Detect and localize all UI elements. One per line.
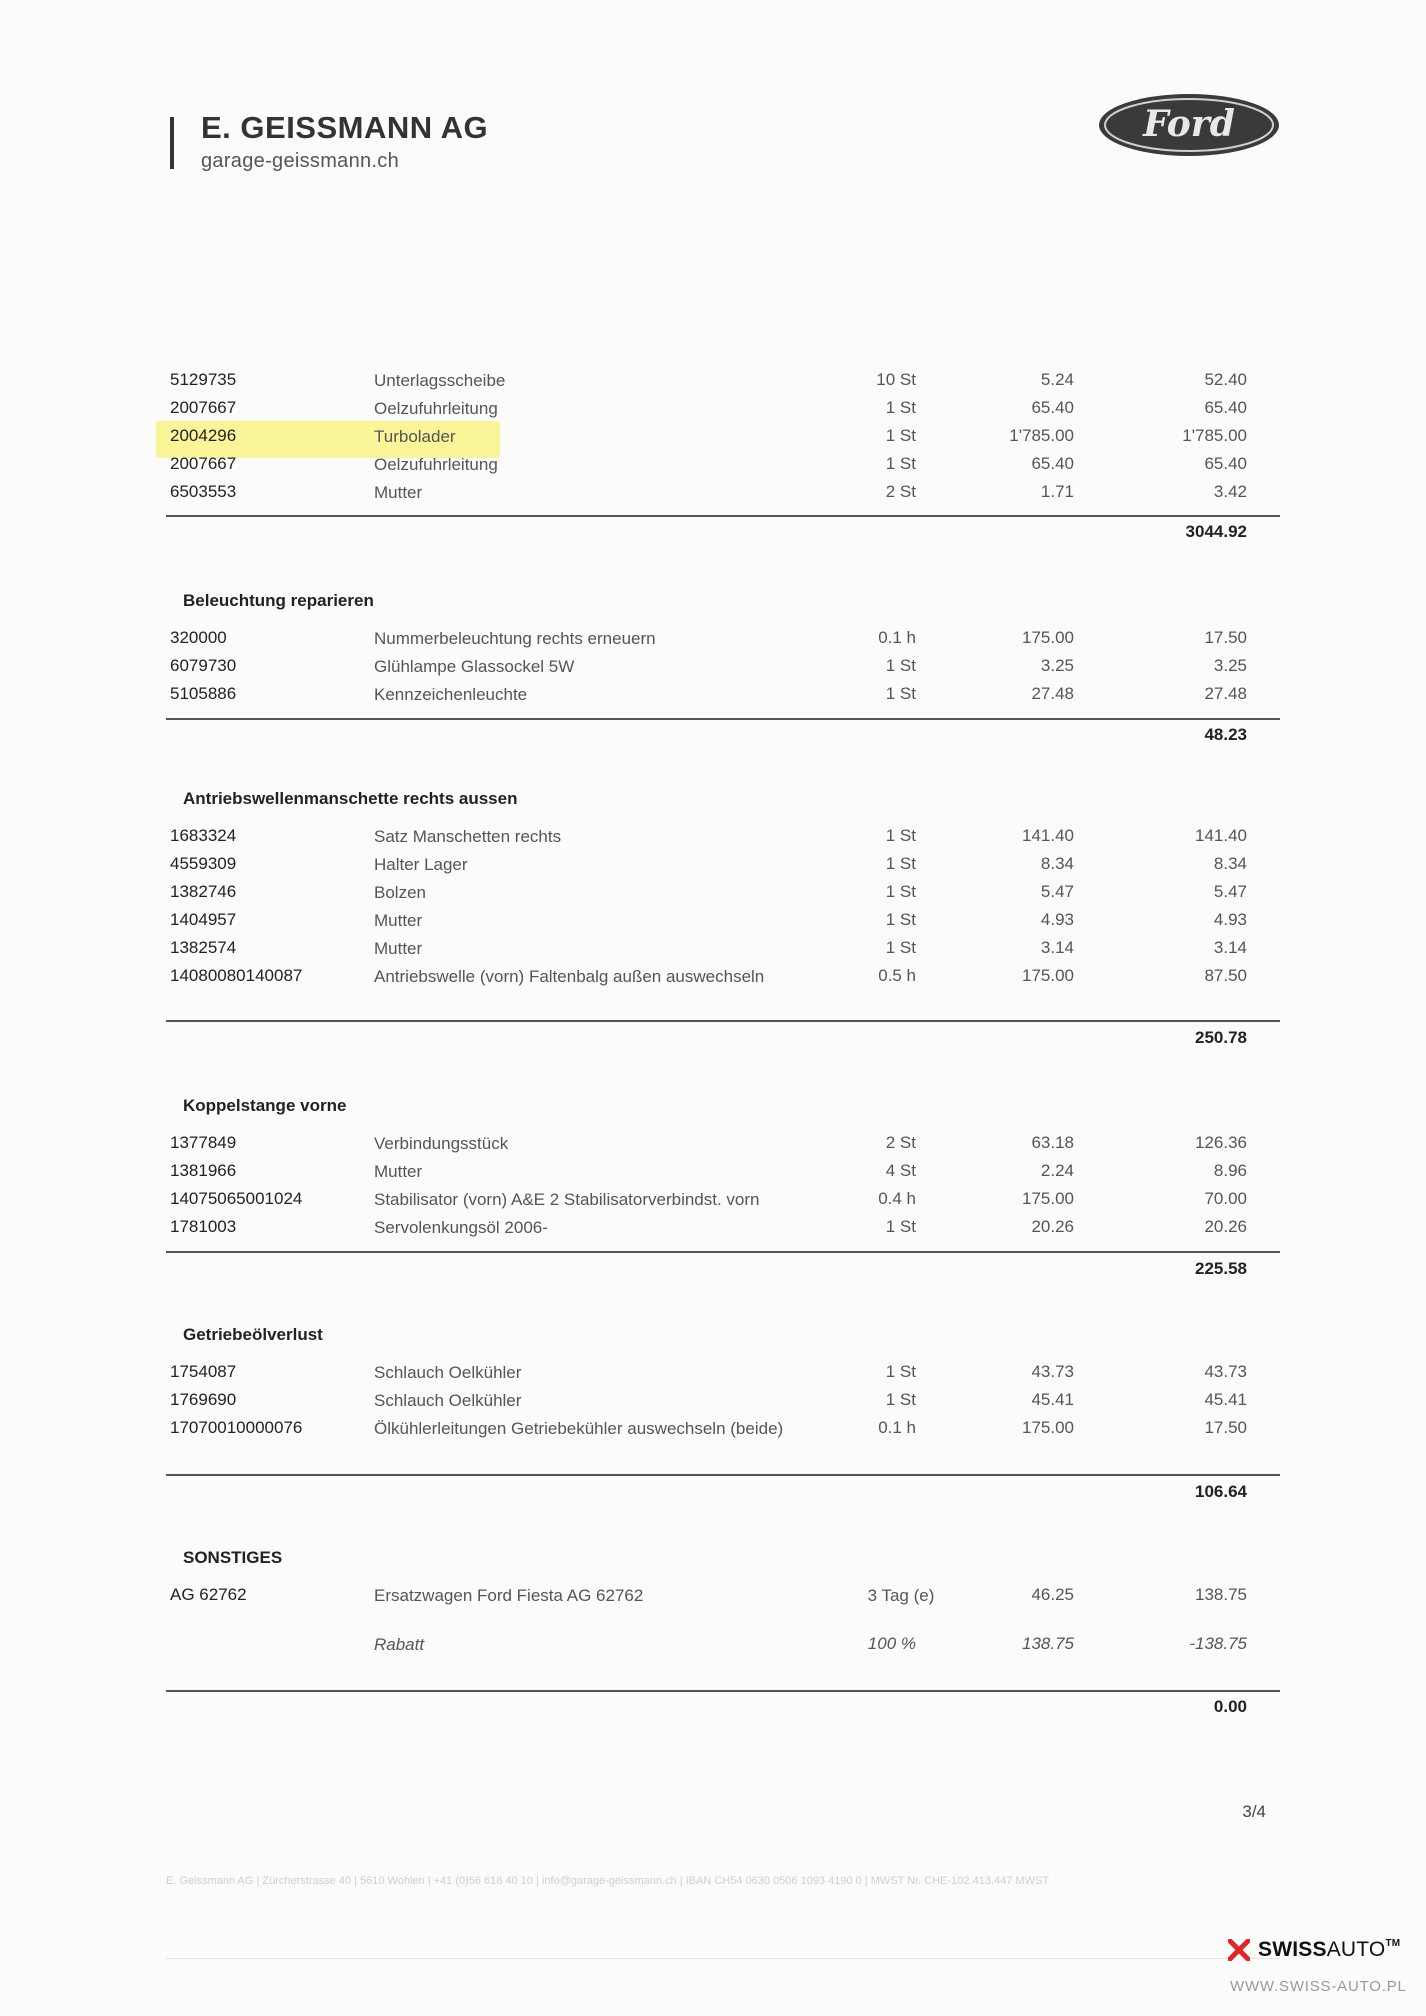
article-number: 1382574 [170, 938, 237, 957]
item-description: Verbindungsstück [374, 1134, 509, 1153]
item-description: Kennzeichenleuchte [374, 685, 528, 704]
item-description: Ölkühlerleitungen Getriebekühler auswechseln (beide) [374, 1419, 784, 1438]
article-number: 14080080140087 [170, 966, 303, 985]
item-quantity: 0.5 h [878, 966, 916, 985]
article-number: 1381966 [170, 1161, 237, 1180]
item-description: Oelzufuhrleitung [374, 399, 498, 418]
unit-price: 46.25 [1031, 1585, 1074, 1604]
line-total: 87.50 [1204, 966, 1247, 985]
section-title: Koppelstange vorne [183, 1096, 347, 1115]
table-row [0, 1362, 1426, 1390]
table-row [0, 938, 1426, 966]
article-number: AG 62762 [170, 1585, 247, 1604]
footer-divider [166, 1958, 1280, 1959]
item-quantity: 3 Tag (e) [867, 1586, 935, 1605]
article-number: 1769690 [170, 1390, 237, 1409]
company-website: garage-geissmann.ch [201, 150, 400, 172]
line-total: 4.93 [1213, 910, 1247, 929]
line-total: 3.14 [1213, 938, 1247, 957]
section-title: Beleuchtung reparieren [183, 591, 374, 610]
table-row [0, 1217, 1426, 1245]
unit-price: 3.25 [1040, 656, 1074, 675]
line-total: 52.40 [1204, 370, 1247, 389]
table-row [0, 1189, 1426, 1217]
section-title: Getriebeölverlust [183, 1325, 323, 1344]
unit-price: 175.00 [1022, 966, 1074, 985]
item-quantity: 1 St [885, 684, 916, 703]
swissauto-wordmark [1258, 1938, 1400, 1962]
article-number: 6079730 [170, 656, 237, 675]
section-divider [166, 1474, 1280, 1476]
article-number: 6503553 [170, 482, 237, 501]
table-row [0, 398, 1426, 426]
table-row [0, 1161, 1426, 1189]
table-row [0, 1634, 1426, 1662]
table-row [0, 854, 1426, 882]
item-quantity: 10 St [876, 370, 916, 389]
line-total: 8.34 [1213, 854, 1247, 873]
line-total: 3.42 [1213, 482, 1247, 501]
section-subtotal: 0.00 [1213, 1697, 1247, 1716]
item-description: Bolzen [374, 883, 426, 902]
table-row [0, 684, 1426, 712]
item-description: Mutter [374, 911, 423, 930]
swissauto-watermark [1228, 1938, 1400, 1962]
table-row [0, 454, 1426, 482]
article-number: 320000 [170, 628, 227, 647]
company-name: E. GEISSMANN AG [201, 110, 489, 145]
item-quantity: 2 St [885, 1133, 916, 1152]
section-divider [166, 1020, 1280, 1022]
article-number: 1404957 [170, 910, 237, 929]
table-row [0, 1585, 1426, 1613]
unit-price: 141.40 [1022, 826, 1074, 845]
item-quantity: 1 St [885, 426, 916, 445]
item-description: Ersatzwagen Ford Fiesta AG 62762 [374, 1586, 644, 1605]
line-total: 8.96 [1213, 1161, 1247, 1180]
table-row [0, 482, 1426, 510]
line-total: 65.40 [1204, 454, 1247, 473]
swiss-cross-icon [1228, 1939, 1250, 1961]
line-total: 17.50 [1204, 628, 1247, 647]
article-number: 2007667 [170, 454, 237, 473]
unit-price: 1'785.00 [1009, 426, 1074, 445]
section-subtotal: 48.23 [1204, 725, 1247, 744]
article-number: 1382746 [170, 882, 237, 901]
item-quantity: 1 St [885, 910, 916, 929]
table-row [0, 966, 1426, 994]
section-subtotal: 3044.92 [1185, 522, 1247, 541]
table-row [0, 1390, 1426, 1418]
item-description: Servolenkungsöl 2006- [374, 1218, 548, 1237]
unit-price: 3.14 [1040, 938, 1074, 957]
line-total: 43.73 [1204, 1362, 1247, 1381]
table-row [0, 1418, 1426, 1446]
line-total: 141.40 [1195, 826, 1247, 845]
unit-price: 175.00 [1022, 1189, 1074, 1208]
line-total: 5.47 [1213, 882, 1247, 901]
line-total: 70.00 [1204, 1189, 1247, 1208]
item-quantity: 100 % [867, 1634, 916, 1653]
item-description: Antriebswelle (vorn) Faltenbalg außen auswechseln [374, 967, 765, 986]
unit-price: 138.75 [1022, 1634, 1074, 1653]
section-divider [166, 515, 1280, 517]
article-number: 2004296 [170, 426, 237, 445]
item-quantity: 1 St [885, 398, 916, 417]
article-number: 2007667 [170, 398, 237, 417]
unit-price: 5.47 [1040, 882, 1074, 901]
item-description: Glühlampe Glassockel 5W [374, 657, 575, 676]
item-quantity: 1 St [885, 854, 916, 873]
swissauto-url: WWW.SWISS-AUTO.PL [1230, 1978, 1407, 1995]
item-description: Schlauch Oelkühler [374, 1391, 522, 1410]
article-number: 14075065001024 [170, 1189, 303, 1208]
item-description: Halter Lager [374, 855, 468, 874]
item-quantity: 2 St [885, 482, 916, 501]
section-divider [166, 1690, 1280, 1692]
line-total: 126.36 [1195, 1133, 1247, 1152]
table-row [0, 426, 1426, 454]
unit-price: 8.34 [1040, 854, 1074, 873]
item-description: Schlauch Oelkühler [374, 1363, 522, 1382]
item-description: Oelzufuhrleitung [374, 455, 498, 474]
section-divider [166, 718, 1280, 720]
unit-price: 65.40 [1031, 398, 1074, 417]
item-description: Nummerbeleuchtung rechts erneuern [374, 629, 656, 648]
unit-price: 45.41 [1031, 1390, 1074, 1409]
item-quantity: 1 St [885, 1362, 916, 1381]
article-number: 4559309 [170, 854, 237, 873]
section-subtotal: 225.58 [1195, 1259, 1247, 1278]
unit-price: 20.26 [1031, 1217, 1074, 1236]
item-quantity: 1 St [885, 882, 916, 901]
line-total: -138.75 [1189, 1634, 1247, 1653]
unit-price: 175.00 [1022, 628, 1074, 647]
table-row [0, 628, 1426, 656]
unit-price: 175.00 [1022, 1418, 1074, 1437]
unit-price: 1.71 [1040, 482, 1074, 501]
page-number: 3/4 [1242, 1802, 1266, 1821]
section-subtotal: 250.78 [1195, 1028, 1247, 1047]
article-number: 5105886 [170, 684, 237, 703]
item-quantity: 1 St [885, 938, 916, 957]
article-number: 5129735 [170, 370, 237, 389]
section-title: SONSTIGES [183, 1548, 283, 1567]
item-description: Satz Manschetten rechts [374, 827, 562, 846]
company-accent-bar [170, 117, 174, 169]
section-divider [166, 1251, 1280, 1253]
item-description: Mutter [374, 483, 423, 502]
item-quantity: 0.1 h [878, 628, 916, 647]
article-number: 1683324 [170, 826, 237, 845]
line-total: 45.41 [1204, 1390, 1247, 1409]
item-description: Rabatt [374, 1635, 425, 1654]
line-total: 17.50 [1204, 1418, 1247, 1437]
table-row [0, 656, 1426, 684]
unit-price: 4.93 [1040, 910, 1074, 929]
footer-company-info: E. Geissmann AG | Zürcherstrasse 40 | 5610 Wohlen | +41 (0)56 618 40 10 | info@garage-geissmann.ch | IBAN CH54 0630 0506 1093 4190 0 | MWST Nr. CHE-102.413.447 MWST [166, 1875, 1050, 1887]
ford-logo-icon [1097, 92, 1281, 158]
table-row [0, 826, 1426, 854]
unit-price: 65.40 [1031, 454, 1074, 473]
table-row [0, 1133, 1426, 1161]
item-description: Mutter [374, 939, 423, 958]
table-row [0, 370, 1426, 398]
unit-price: 5.24 [1040, 370, 1074, 389]
line-total: 3.25 [1213, 656, 1247, 675]
table-row [0, 910, 1426, 938]
unit-price: 63.18 [1031, 1133, 1074, 1152]
unit-price: 27.48 [1031, 684, 1074, 703]
item-description: Unterlagsscheibe [374, 371, 506, 390]
swissauto-light: AUTO [1326, 1938, 1386, 1961]
item-description: Stabilisator (vorn) A&E 2 Stabilisatorverbindst. vorn [374, 1190, 760, 1209]
ford-logo-text: Ford [1143, 103, 1235, 145]
item-quantity: 0.1 h [878, 1418, 916, 1437]
section-subtotal: 106.64 [1195, 1482, 1247, 1501]
swissauto-tm: TM [1385, 1938, 1401, 1949]
item-quantity: 1 St [885, 656, 916, 675]
swissauto-bold: SWISS [1258, 1938, 1327, 1961]
item-quantity: 4 St [885, 1161, 916, 1180]
item-description: Mutter [374, 1162, 423, 1181]
line-total: 65.40 [1204, 398, 1247, 417]
article-number: 1781003 [170, 1217, 237, 1236]
article-number: 17070010000076 [170, 1418, 303, 1437]
article-number: 1377849 [170, 1133, 237, 1152]
line-total: 138.75 [1195, 1585, 1247, 1604]
item-quantity: 1 St [885, 454, 916, 473]
item-quantity: 1 St [885, 1217, 916, 1236]
unit-price: 43.73 [1031, 1362, 1074, 1381]
item-quantity: 1 St [885, 1390, 916, 1409]
article-number: 1754087 [170, 1362, 237, 1381]
item-quantity: 0.4 h [878, 1189, 916, 1208]
section-title: Antriebswellenmanschette rechts aussen [183, 789, 518, 808]
line-total: 20.26 [1204, 1217, 1247, 1236]
item-description: Turbolader [374, 427, 456, 446]
unit-price: 2.24 [1040, 1161, 1074, 1180]
item-quantity: 1 St [885, 826, 916, 845]
line-total: 1'785.00 [1182, 426, 1247, 445]
table-row [0, 882, 1426, 910]
line-total: 27.48 [1204, 684, 1247, 703]
